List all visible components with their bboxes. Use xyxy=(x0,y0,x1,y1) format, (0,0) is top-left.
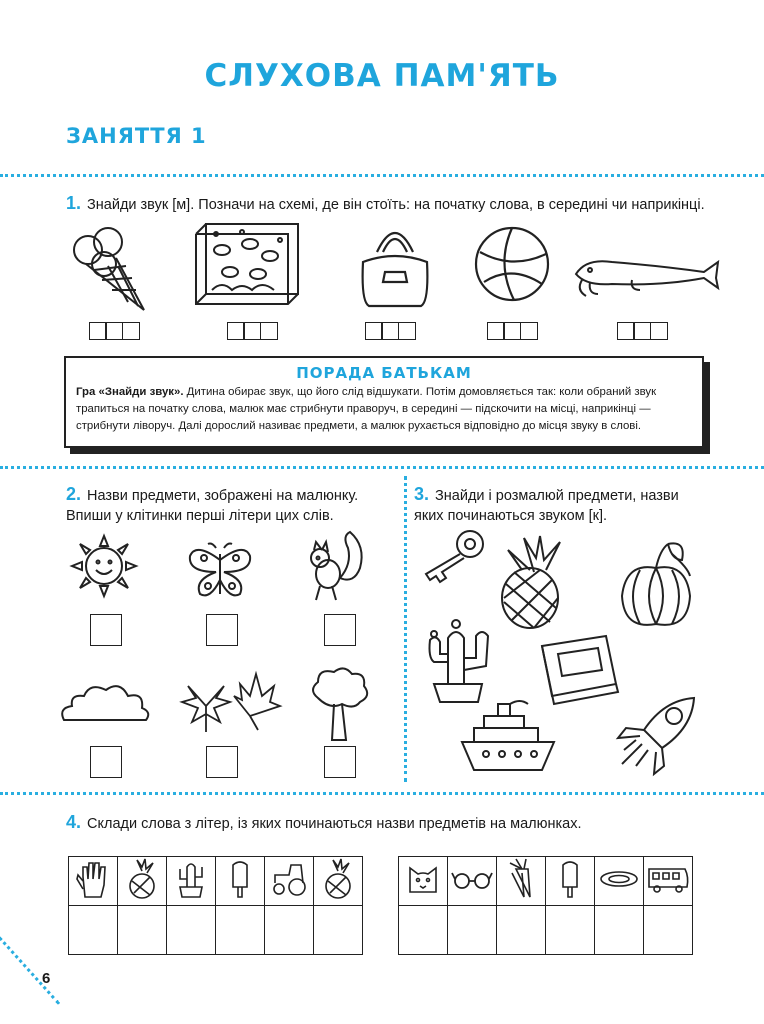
pineapple-icon xyxy=(125,859,159,899)
plate-icon xyxy=(599,869,639,889)
grid-picture-cell xyxy=(497,857,546,906)
squirrel-icon xyxy=(302,528,368,606)
carrot-icon xyxy=(504,859,538,899)
task-3-instruction: 3. Знайди і розмалюй предмети, назви яких починаються звуком [к]. xyxy=(414,484,679,524)
word-grid-left xyxy=(68,856,363,955)
letter-cell[interactable] xyxy=(118,906,167,955)
hand-icon xyxy=(75,859,111,899)
letter-cell[interactable] xyxy=(448,906,497,955)
cactus-icon[interactable] xyxy=(420,618,496,704)
key-icon[interactable] xyxy=(418,528,488,584)
letter-box-butterfly[interactable] xyxy=(206,614,238,646)
task-4-instruction: 4. Склади слова з літер, із яких починаються назви предметів на малюнках. xyxy=(66,812,582,832)
pumpkin-icon[interactable] xyxy=(616,538,696,630)
grid-picture-cell xyxy=(595,857,644,906)
divider xyxy=(0,792,764,795)
ice-cream-icon xyxy=(66,222,156,314)
letter-box-squirrel[interactable] xyxy=(324,614,356,646)
letter-cell[interactable] xyxy=(399,906,448,955)
letter-box-leaves[interactable] xyxy=(206,746,238,778)
word-grid-right xyxy=(398,856,693,955)
grid-picture-cell xyxy=(314,857,363,906)
vertical-divider xyxy=(404,476,407,782)
pineapple-icon xyxy=(321,859,355,899)
parents-tip-box xyxy=(64,356,704,448)
butterfly-icon xyxy=(186,540,254,602)
grid-picture-cell xyxy=(644,857,693,906)
sound-scheme-ice-cream[interactable] xyxy=(90,322,140,340)
letter-cell[interactable] xyxy=(595,906,644,955)
leaves-icon xyxy=(178,666,282,736)
cactus-icon xyxy=(174,859,208,899)
letter-box-sun[interactable] xyxy=(90,614,122,646)
grid-picture-cell xyxy=(118,857,167,906)
sun-icon xyxy=(70,534,138,598)
pineapple-icon[interactable] xyxy=(494,536,574,632)
letter-cell[interactable] xyxy=(167,906,216,955)
corner-dotted-line xyxy=(0,936,60,1005)
letter-cell[interactable] xyxy=(314,906,363,955)
ship-icon[interactable] xyxy=(458,698,558,776)
task-1-text: Знайди звук [м]. Позначи на схемі, де він стоїть: на початку слова, в середині чи наприкінці. xyxy=(87,197,705,213)
tip-title: ПОРАДА БАТЬКАМ xyxy=(296,364,472,382)
divider xyxy=(0,174,764,177)
divider xyxy=(0,466,764,469)
letter-cell[interactable] xyxy=(216,906,265,955)
task-2-instruction: 2. Назви предмети, зображені на малюнку. Впиши у клітинки перші літери цих слів. xyxy=(66,484,359,524)
letter-cell[interactable] xyxy=(69,906,118,955)
sound-scheme-aquarium[interactable] xyxy=(228,322,278,340)
letter-cell[interactable] xyxy=(546,906,595,955)
cloud-icon xyxy=(58,680,154,726)
bag-icon xyxy=(355,222,435,310)
task-1-number: 1. xyxy=(66,193,82,213)
letter-cell[interactable] xyxy=(644,906,693,955)
aquarium-icon xyxy=(192,220,304,312)
task-3-number: 3. xyxy=(414,484,430,504)
cat-icon xyxy=(406,862,440,896)
letter-box-cloud[interactable] xyxy=(90,746,122,778)
letter-box-tree[interactable] xyxy=(324,746,356,778)
page-number: 6 xyxy=(42,970,51,987)
catfish-icon xyxy=(572,250,722,298)
grid-picture-cell xyxy=(399,857,448,906)
grid-picture-cell xyxy=(448,857,497,906)
bus-icon xyxy=(647,865,689,893)
page-title: СЛУХОВА ПАМ'ЯТЬ xyxy=(204,58,560,94)
grid-picture-cell xyxy=(216,857,265,906)
task-4-number: 4. xyxy=(66,812,82,832)
sound-scheme-bag[interactable] xyxy=(366,322,416,340)
lesson-title: ЗАНЯТТЯ 1 xyxy=(66,124,207,148)
task-2-number: 2. xyxy=(66,484,82,504)
task-1-instruction xyxy=(66,193,756,215)
letter-cell[interactable] xyxy=(265,906,314,955)
rocket-icon[interactable] xyxy=(614,694,698,774)
grid-picture-cell xyxy=(265,857,314,906)
sound-scheme-ball[interactable] xyxy=(488,322,538,340)
popsicle-icon xyxy=(555,859,585,899)
sound-scheme-catfish[interactable] xyxy=(618,322,668,340)
popsicle-icon xyxy=(225,859,255,899)
ball-icon xyxy=(474,224,554,304)
glasses-icon xyxy=(452,867,492,891)
letter-cell[interactable] xyxy=(497,906,546,955)
tip-text: Гра «Знайди звук». Дитина обирає звук, що його слід відшукати. Потім домовляється так: коли обраний звук трапиться на початку слова, малюк має стрибнути праворуч, в середині — підскочити на місці, наприкінці — стрибнути ліворуч. Далі дорослий називає предмети, а малюк рухається відповідно до місця звуку в слові. xyxy=(76,386,657,432)
grid-picture-cell xyxy=(69,857,118,906)
book-icon[interactable] xyxy=(536,634,620,706)
grid-picture-cell xyxy=(546,857,595,906)
grid-picture-cell xyxy=(167,857,216,906)
tractor-icon xyxy=(269,861,309,897)
tree-icon xyxy=(306,664,372,744)
